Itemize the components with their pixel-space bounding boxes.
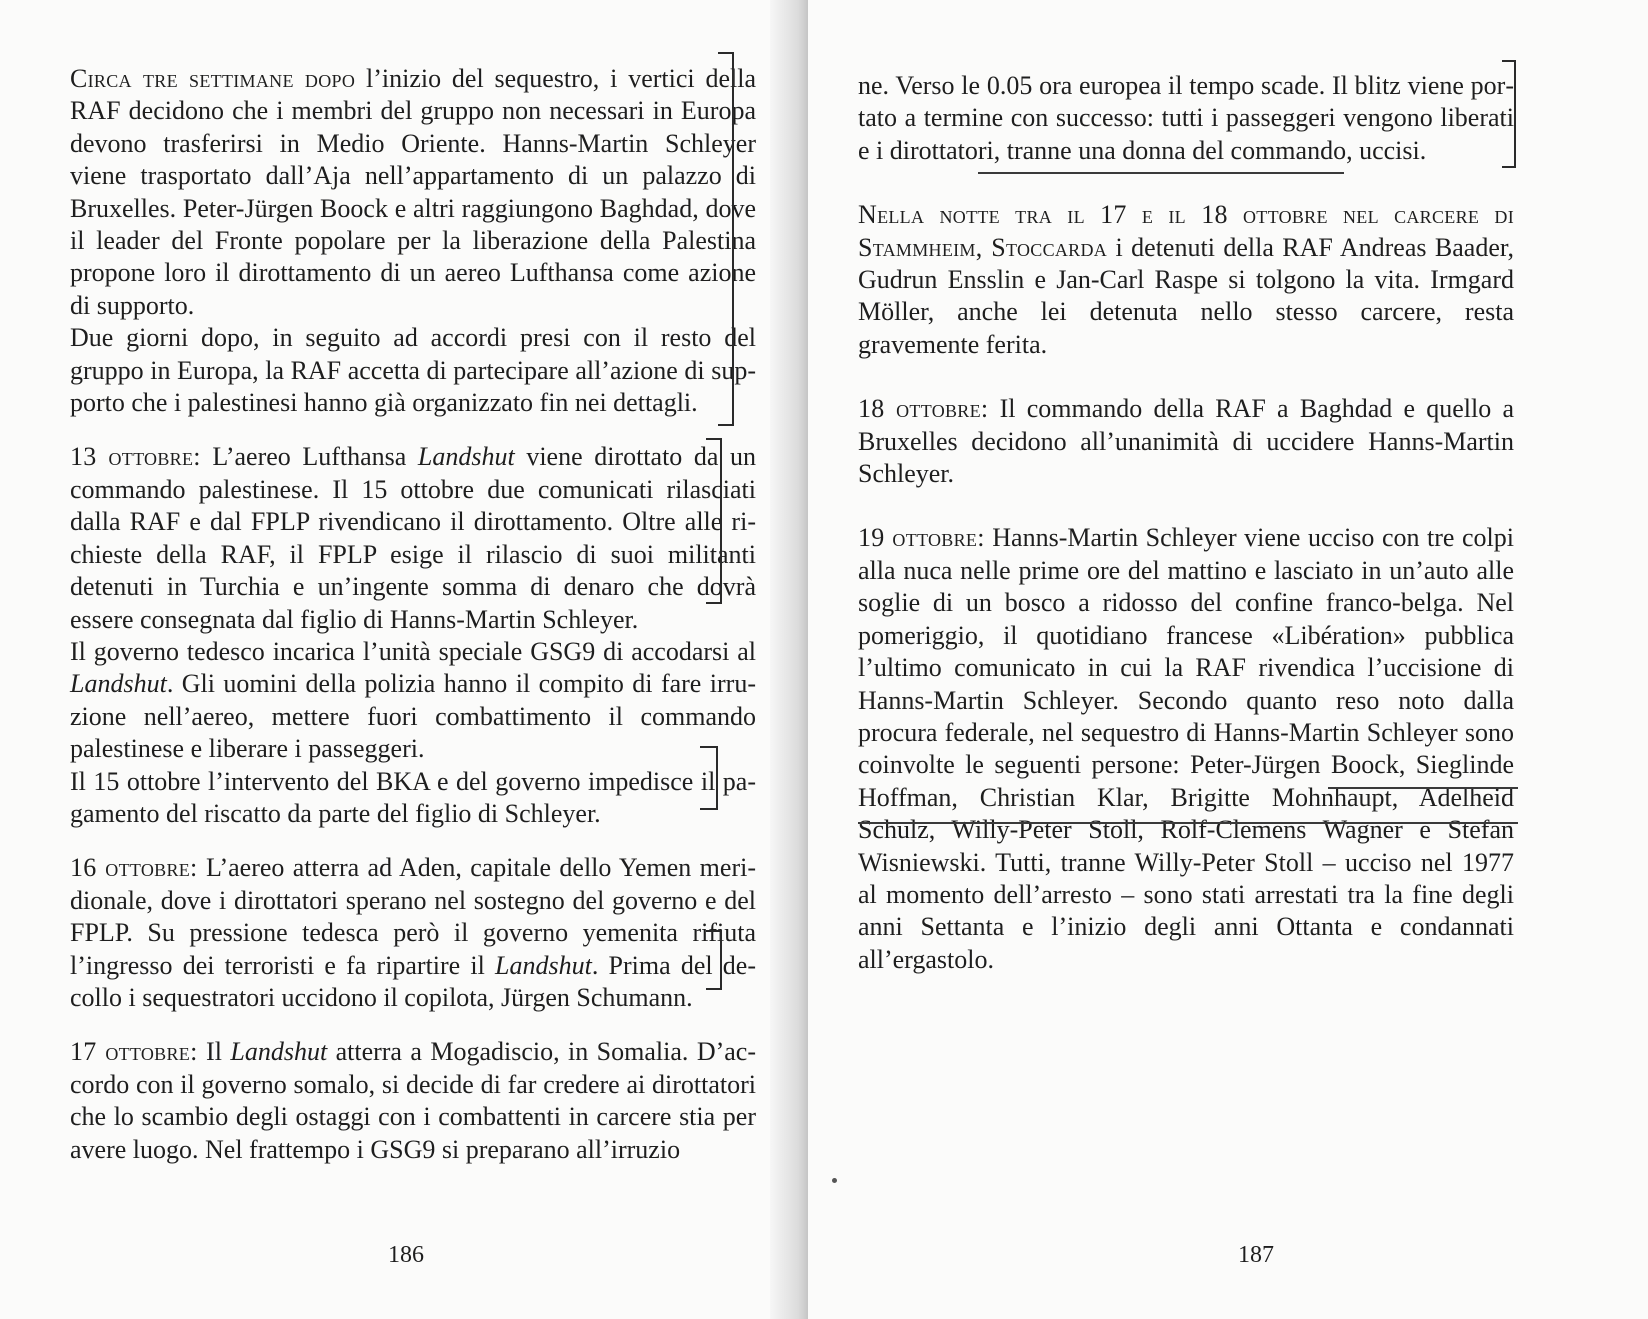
- paragraph: [858, 522, 1514, 976]
- paragraph-text: atterra a Mogadiscio, in Somalia. D’accordo con il governo somalo, si decide di far credere ai dirottatori che lo scambio degli ostaggi con i combattenti in carcere stia per avere luogo. Nel frattempo i GSG9 si preparano all’irruzio: [70, 1037, 757, 1164]
- paragraph-text: l’inizio del sequestro, i vertici della RAF decidono che i membri del gruppo non necessari in Europa devono trasferirsi in Medio Oriente. Hanns-Martin Schleyer viene trasportato dall’Aja nell’appartamento di un palazzo di Bruxelles. Peter-Jürgen Boock e altri raggiungono Baghdad, dove il leader del Fronte popolare per la liberazione della Palestina propone loro il dirottamento di un aereo Lufthansa come azione di supporto.: [70, 64, 756, 320]
- pencil-underline: [978, 172, 1344, 174]
- paragraph: [70, 852, 756, 1014]
- paragraph-lead: 18 ottobre:: [858, 394, 989, 424]
- margin-bracket-mark: [700, 746, 718, 810]
- margin-bracket-mark: [1502, 60, 1516, 168]
- paragraph-text: viene dirottato da un commando palestinese. Il 15 ottobre due comunicati rilasciati dalla RAF e dal FPLP rivendicano il dirottamento. Oltre alle richieste della RAF, il FPLP esige il rilascio di suoi militanti detenuti in Turchia e un’ingente somma di denaro che dovrà essere consegnata dal figlio di Hanns-Martin Schleyer.: [70, 442, 756, 634]
- paragraph: [70, 63, 756, 322]
- paragraph: [70, 441, 756, 635]
- paragraph-lead: 13 ottobre:: [70, 442, 201, 472]
- paragraph-lead: 16 ottobre:: [70, 853, 198, 883]
- paragraph-text: Il governo tedesco incarica l’unità speciale GSG9 di accodarsi al: [70, 636, 756, 666]
- paragraph: [70, 766, 756, 831]
- margin-bracket-mark: [706, 438, 722, 604]
- paragraph-text: Due giorni dopo, in seguito ad accordi presi con il resto del gruppo in Europa, la RAF accetta di partecipare all’azione di supporto che i palestinesi hanno già organizzato fin nei dettagli.: [70, 323, 756, 418]
- page-number: 186: [388, 1242, 424, 1268]
- paragraph-lead: 17 ottobre:: [70, 1037, 198, 1067]
- paragraph-lead: 19 ottobre:: [858, 523, 985, 553]
- paragraph: [70, 322, 756, 419]
- paragraph: [858, 199, 1514, 361]
- left-page: [0, 0, 800, 1319]
- pencil-underline: [858, 822, 1518, 824]
- paragraph-text: ne. Verso le 0.05 ora europea il tempo scade. Il blitz viene portato a termine con successo: tutti i passeggeri vengono liberati e i dirottatori, tranne una donna del commando, uccisi.: [858, 71, 1514, 165]
- paragraph-lead: Nella notte tra il 17 e il 18 ottobre nel carcere di Stammheim, Stoccarda: [858, 200, 1514, 262]
- margin-dot-mark: [832, 1178, 837, 1183]
- paragraph-text: L’aereo atterra ad Aden, capitale dello Yemen meridionale, dove i dirottatori sperano nel sostegno del governo e del FPLP. Su pressione tedesca però il governo yemenita rifiuta l’ingresso dei terroristi e fa ripartire il: [70, 853, 756, 980]
- paragraph-text: i detenuti della RAF Andreas Baader, Gudrun Ensslin e Jan-Carl Raspe si tolgono la vita. Irmgard Möller, anche lei detenuta nello stesso carcere, resta gravemente ferita.: [858, 232, 1514, 359]
- right-page: [808, 0, 1648, 1319]
- page-number: 187: [1238, 1242, 1274, 1268]
- italic-title: Landshut: [70, 669, 167, 699]
- paragraph: [70, 1036, 756, 1166]
- paragraph-text: Il 15 ottobre l’intervento del BKA e del governo impedisce il pagamento del riscatto da parte del figlio di Schleyer.: [70, 766, 756, 828]
- paragraph: [858, 70, 1514, 167]
- paragraph: [858, 393, 1514, 490]
- paragraph-text: Hanns-Martin Schleyer viene ucciso con tre colpi alla nuca nelle prime ore del mattino e lasciato in un’auto alle soglie di un bosco a ridosso del confine franco-belga. Nel pomeriggio, il quotidiano francese «Libération» pubblica l’ultimo comunicato in cui la RAF rivendica l’uccisione di Hanns-Martin Schleyer. Secondo quanto reso noto dalla procura federale, nel sequestro di Hanns-Martin Schleyer sono coinvolte le seguenti persone: Peter-Jürgen Boock, Sieglinde Hoffman, Christian Klar, Brigitte Mohnhaupt, Adelheid Schulz, Willy-Peter Stoll, Rolf-Clemens Wagner e Stefan Wisniewski. Tutti, tranne Willy-Peter Stoll – ucciso nel 1977 al momento dell’arresto – sono stati arrestati tra la fine degli anni Settanta e l’inizio degli anni Ottanta e condannati all’ergastolo.: [858, 523, 1514, 974]
- pencil-underline: [1328, 787, 1518, 789]
- paragraph-text: L’aereo Lufthansa: [200, 442, 418, 472]
- paragraph-lead: Circa tre settimane dopo: [70, 64, 356, 93]
- margin-bracket-mark: [718, 52, 734, 426]
- paragraph-text: Il: [197, 1037, 231, 1067]
- italic-title: Landshut: [417, 442, 515, 472]
- italic-title: Landshut: [495, 950, 592, 980]
- paragraph-text: . Prima del decollo i sequestratori uccidono il copilota, Jürgen Schumann.: [70, 950, 756, 1012]
- paragraph-text: Il commando della RAF a Baghdad e quello a Bruxelles decidono all’unanimità di uccidere Hanns-Martin Schleyer.: [858, 394, 1514, 489]
- paragraph-text: . Gli uomini della polizia hanno il compito di fare irruzione nell’aereo, mettere fuori combattimento il commando palestinese e liberare i passeggeri.: [70, 669, 756, 764]
- paragraph: [70, 636, 756, 766]
- left-text-column: [70, 63, 756, 1166]
- italic-title: Landshut: [230, 1037, 328, 1067]
- right-text-column: [858, 70, 1514, 976]
- margin-bracket-mark: [706, 930, 722, 990]
